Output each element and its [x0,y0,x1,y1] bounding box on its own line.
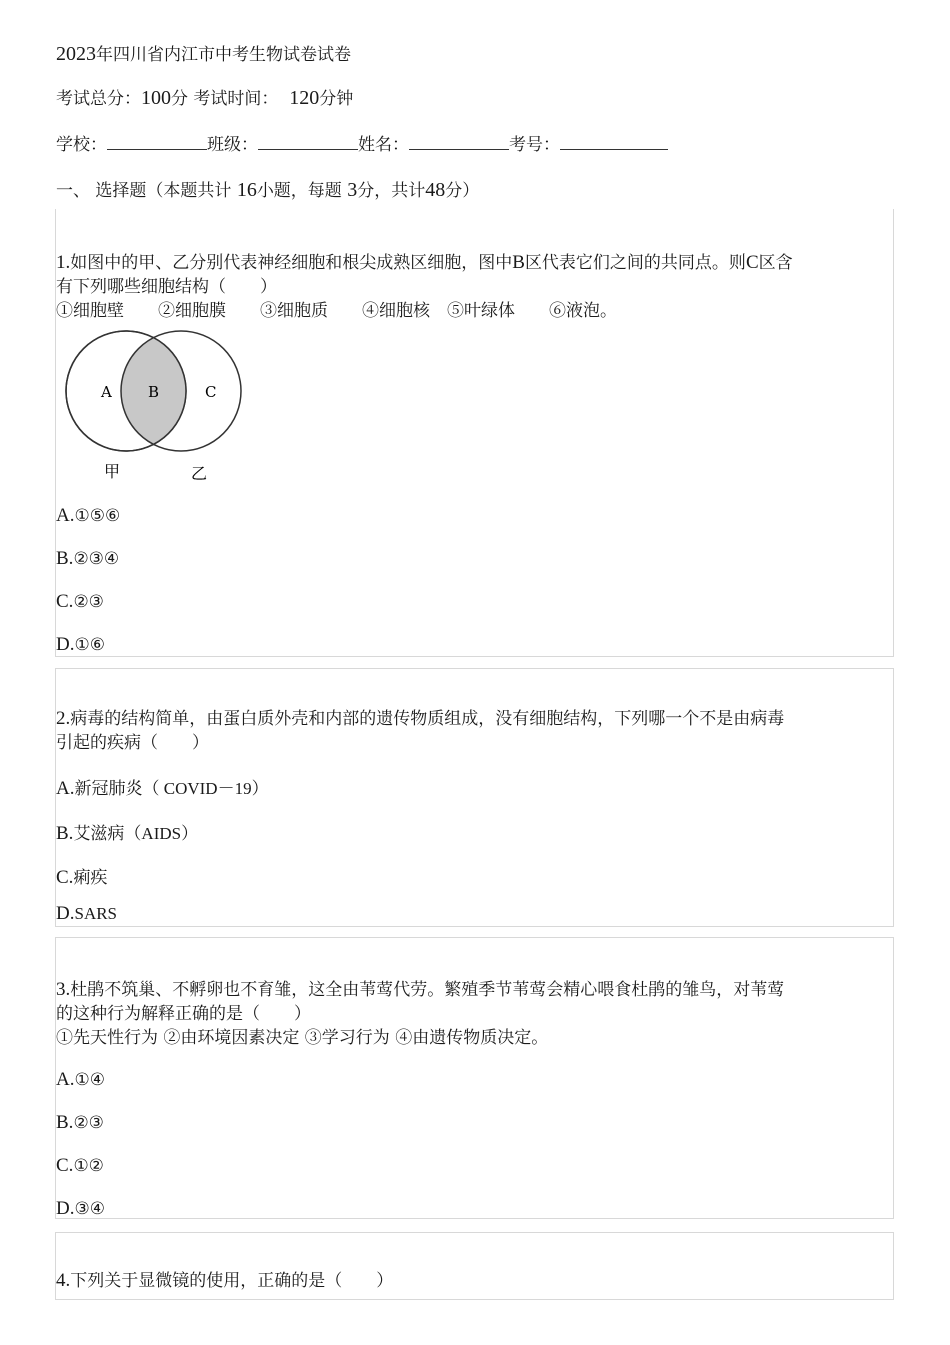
option-c[interactable] [56,591,104,613]
option-letter: B. [56,823,74,844]
option-b[interactable] [56,1112,104,1134]
option-text: ②③ [73,1113,104,1133]
stem-text: ①细胞壁 ②细胞膜 ③细胞质 ④细胞核 ⑤叶绿体 ⑥液泡。 [56,301,617,321]
section-heading [56,176,479,202]
option-text: 痢疾 [73,868,108,888]
stem-text: 杜鹃不筑巢、不孵卵也不育雏，这全由苇莺代劳。繁殖季节苇莺会精心喂食杜鹃的雏鸟，对苇莺 [70,980,785,1000]
stem-letter-c: C [745,252,759,273]
option-text: ②③ [73,592,104,612]
venn-label-c: C [205,383,217,401]
option-d[interactable] [56,634,105,656]
venn-label-b: B [148,383,160,401]
option-text: 新冠肺炎（ COVID－19） [74,779,269,798]
time-label: 分 考试时间： [171,89,279,109]
stem-text: 区含 [758,253,793,273]
section-each: 3 [347,179,358,201]
option-d[interactable] [56,1198,105,1220]
school-label: 学校： [56,135,107,155]
option-text: ①② [73,1156,104,1176]
option-letter: C. [56,1155,74,1176]
option-text: ②③④ [73,549,120,569]
option-text: ①④ [74,1070,105,1090]
question-1-stem [56,251,888,323]
stem-text: 的这种行为解释正确的是（ ） [56,1004,311,1024]
section-text-4: 分） [445,181,480,201]
section-text-3: 分，共计 [357,181,426,201]
time-value: 120 [289,87,320,109]
option-a[interactable] [56,774,269,800]
option-text: SARS [74,904,118,923]
exam-meta [56,84,353,110]
option-text: ③④ [74,1199,105,1219]
stem-text: 有下列哪些细胞结构（ ） [56,277,277,297]
name-blank[interactable] [409,135,509,150]
question-4-stem [56,1269,888,1293]
section-count: 16 [236,179,257,201]
question-1 [55,209,894,657]
stem-letter-b: B [512,252,525,273]
time-unit: 分钟 [319,89,354,109]
id-blank[interactable] [560,135,668,150]
venn-label-a: A [101,383,112,401]
venn-diagram [59,327,259,487]
stem-text: 区代表它们之间的共同点。则 [524,253,746,273]
venn-label-jia: 甲 [104,462,121,481]
option-b[interactable] [56,548,119,570]
question-number: 4. [56,1270,71,1291]
section-text-1: 一、 选择题（本题共计 [56,181,237,201]
option-b[interactable] [56,819,198,845]
option-letter: C. [56,591,74,612]
option-letter: B. [56,548,74,569]
option-text: 艾滋病（AIDS） [73,824,199,843]
stem-text: 下列关于显微镜的使用，正确的是（ ） [70,1271,394,1291]
school-blank[interactable] [107,135,207,150]
option-letter: A. [56,505,75,526]
question-2-stem [56,707,888,755]
option-text: ①⑥ [74,635,105,655]
id-label: 考号： [509,135,560,155]
option-letter: A. [56,778,75,799]
question-4 [55,1232,894,1300]
venn-label-yi: 乙 [191,464,208,483]
class-blank[interactable] [258,135,358,150]
option-letter: D. [56,634,75,655]
question-number: 3. [56,979,71,1000]
class-label: 班级： [207,135,258,155]
option-c[interactable] [56,1155,104,1177]
option-text: ①⑤⑥ [74,506,121,526]
stem-text: ①先天性行为 ②由环境因素决定 ③学习行为 ④由遗传物质决定。 [56,1028,549,1048]
option-a[interactable] [56,1069,105,1091]
score-value: 100 [141,87,171,109]
title-text: 年四川省内江市中考生物试卷试卷 [96,45,351,65]
option-letter: C. [56,867,74,888]
option-c[interactable] [56,863,107,889]
section-text-2: 小题，每题 [256,181,348,201]
option-letter: A. [56,1069,75,1090]
option-d[interactable] [56,903,117,925]
name-label: 姓名： [358,135,409,155]
section-total: 48 [425,179,446,201]
stem-text: 病毒的结构简单，由蛋白质外壳和内部的遗传物质组成，没有细胞结构，下列哪一个不是由病毒 [70,709,785,729]
question-number: 2. [56,708,71,729]
option-letter: D. [56,903,75,924]
exam-title [56,40,351,66]
question-3-stem [56,978,888,1050]
option-a[interactable] [56,505,120,527]
score-label: 考试总分： [56,89,141,109]
stem-text: 引起的疾病（ ） [56,733,209,753]
title-year: 2023 [56,43,96,65]
option-letter: B. [56,1112,74,1133]
question-number: 1. [56,252,71,273]
student-info [56,130,668,155]
question-2 [55,668,894,927]
stem-text: 如图中的甲、乙分别代表神经细胞和根尖成熟区细胞，图中 [70,253,513,273]
option-letter: D. [56,1198,75,1219]
question-3 [55,937,894,1219]
